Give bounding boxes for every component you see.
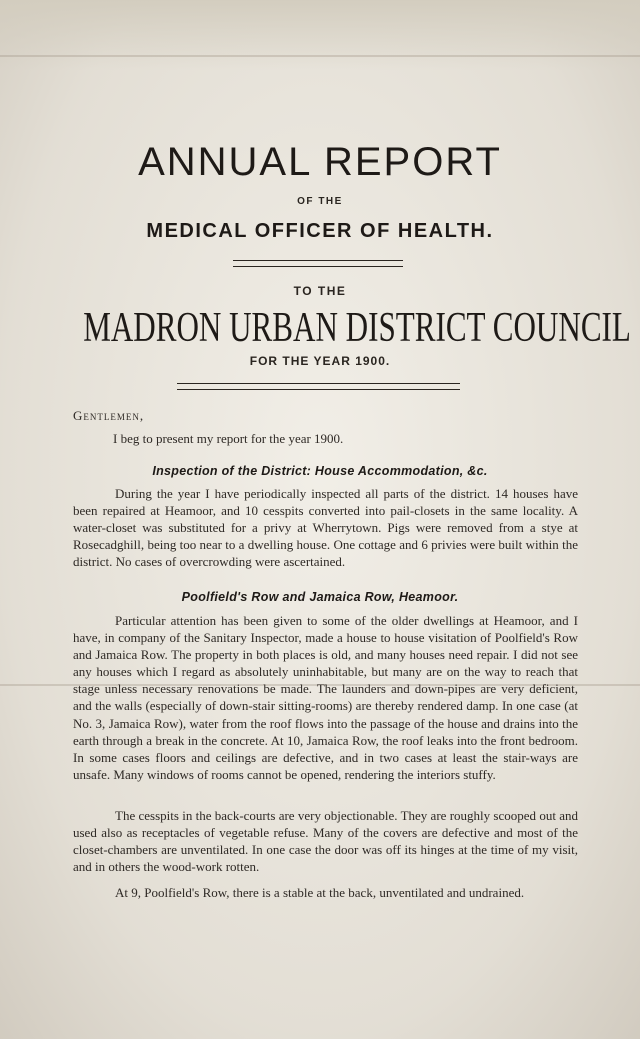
- of-the-label: OF THE: [297, 196, 343, 207]
- salutation: Gentlemen,: [73, 408, 145, 423]
- paper-stain: [0, 0, 640, 70]
- intro-line: I beg to present my report for the year 1900.: [113, 431, 344, 446]
- council-name: MADRON URBAN DISTRICT COUNCIL: [83, 305, 631, 351]
- section-heading: Inspection of the District: House Accommodation, &c.: [152, 464, 488, 478]
- report-title: ANNUAL REPORT: [138, 140, 502, 184]
- officer-title: MEDICAL OFFICER OF HEALTH.: [146, 220, 494, 242]
- paragraph: During the year I have periodically inspected all parts of the district. 14 houses have been repaired at Heamoor, and 10 cesspits converted into pail-closets in the same locality. A water-closet was substituted for a privy at Wherrytown. Pigs were removed from a stye at Rosecadghill, being too near to a dwelling house. One cottage and 6 privies were built within the district. No cases of overcrowding were ascertained.: [73, 486, 578, 570]
- report-year: FOR THE YEAR 1900.: [249, 354, 391, 368]
- paragraph: At 9, Poolfield's Row, there is a stable at the back, unventilated and undrained.: [115, 885, 525, 900]
- double-rule: [177, 383, 460, 390]
- paragraph: The cesspits in the back-courts are very objectionable. They are roughly scooped out and used also as receptacles of vegetable refuse. Many of the covers are defective and most of the closet-chambers are unventilated. In one case the door was off its hinges at the time of my visit, and in others the wood-work rotten.: [73, 808, 578, 875]
- paper-fold: [0, 55, 640, 57]
- paragraph: Particular attention has been given to some of the older dwellings at Heamoor, and I have, in company of the Sanitary Inspector, made a house to house visitation of Poolfield's Row and Jamaica Row. The property in both places is old, and many houses need repair. I did not see any houses which I regard as absolutely uninhabitable, but many are on the way to reach that stage unless necessary renovations be made. The launders and down-pipes are very deficient, and the walls (especially of down-stair sitting-rooms) are thereby rendered damp. In one case (at No. 3, Jamaica Row), water from the roof flows into the passage of the house and drains into the earth through a break in the concrete. At 10, Jamaica Row, the roof leaks into the front bedroom. In some cases floors and ceilings are defective, and in two cases at least the stair-ways are unsafe. Many windows of rooms cannot be opened, rendering the interiors stuffy.: [73, 613, 578, 782]
- section-heading: Poolfield's Row and Jamaica Row, Heamoor.: [181, 590, 459, 604]
- to-the-label: TO THE: [293, 284, 347, 298]
- double-rule: [233, 260, 403, 267]
